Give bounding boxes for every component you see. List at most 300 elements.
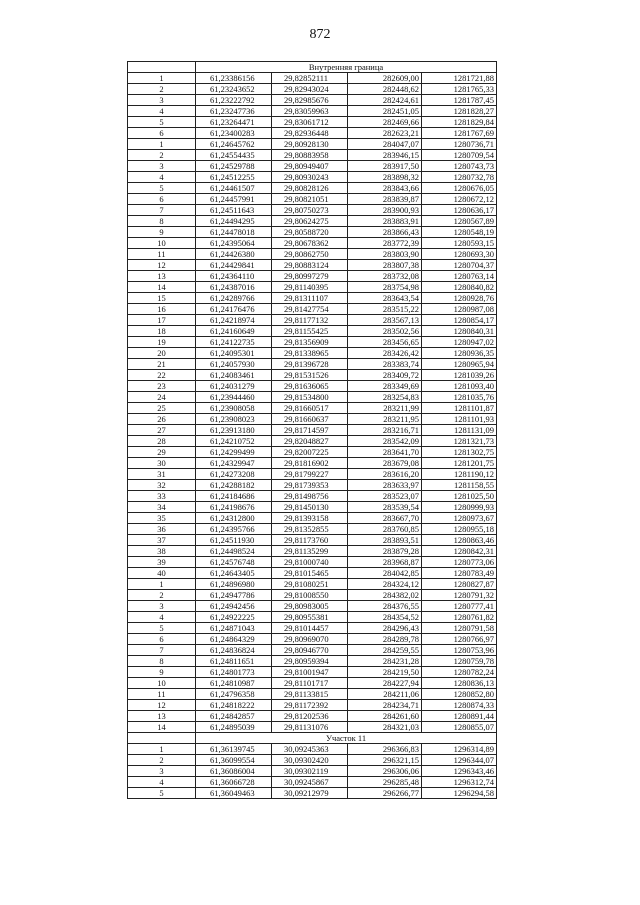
latitude-cell: 61,36049463 [196, 788, 272, 799]
table-row [128, 656, 497, 667]
y-coordinate-cell: 1281039,26 [422, 370, 497, 381]
x-coordinate-cell: 283760,85 [348, 524, 422, 535]
latitude-cell: 61,24426380 [196, 249, 272, 260]
table-row [128, 84, 497, 95]
x-coordinate-cell: 283667,70 [348, 513, 422, 524]
longitude-cell: 29,80946770 [272, 645, 348, 656]
y-coordinate-cell: 1280636,17 [422, 205, 497, 216]
table-row [128, 579, 497, 590]
point-number-cell: 5 [128, 183, 196, 194]
section-header-row [128, 733, 497, 744]
latitude-cell: 61,36086004 [196, 766, 272, 777]
x-coordinate-cell: 284324,12 [348, 579, 422, 590]
longitude-cell: 29,81101717 [272, 678, 348, 689]
point-number-cell: 4 [128, 777, 196, 788]
table-row [128, 722, 497, 733]
longitude-cell: 29,80883958 [272, 150, 348, 161]
table-row [128, 513, 497, 524]
latitude-cell: 61,24288182 [196, 480, 272, 491]
y-coordinate-cell: 1296314,89 [422, 744, 497, 755]
y-coordinate-cell: 1281321,73 [422, 436, 497, 447]
point-number-cell: 21 [128, 359, 196, 370]
longitude-cell: 29,80862750 [272, 249, 348, 260]
y-coordinate-cell: 1281721,88 [422, 73, 497, 84]
x-coordinate-cell: 284289,78 [348, 634, 422, 645]
x-coordinate-cell: 283968,87 [348, 557, 422, 568]
point-number-cell: 11 [128, 689, 196, 700]
y-coordinate-cell: 1280548,19 [422, 227, 497, 238]
table-row [128, 326, 497, 337]
longitude-cell: 29,81173760 [272, 535, 348, 546]
point-number-cell: 38 [128, 546, 196, 557]
point-number-cell: 36 [128, 524, 196, 535]
table-row [128, 227, 497, 238]
y-coordinate-cell: 1280863,46 [422, 535, 497, 546]
point-number-cell: 4 [128, 172, 196, 183]
table-row [128, 73, 497, 84]
table-row [128, 183, 497, 194]
latitude-cell: 61,24083461 [196, 370, 272, 381]
y-coordinate-cell: 1280773,06 [422, 557, 497, 568]
latitude-cell: 61,23908023 [196, 414, 272, 425]
longitude-cell: 29,81202536 [272, 711, 348, 722]
point-number-cell: 10 [128, 678, 196, 689]
y-coordinate-cell: 1280567,89 [422, 216, 497, 227]
latitude-cell: 61,24896980 [196, 579, 272, 590]
table-row [128, 403, 497, 414]
longitude-cell: 29,80883124 [272, 260, 348, 271]
table-row [128, 788, 497, 799]
longitude-cell: 29,80750273 [272, 205, 348, 216]
y-coordinate-cell: 1280973,67 [422, 513, 497, 524]
table-row [128, 161, 497, 172]
point-number-cell: 10 [128, 238, 196, 249]
latitude-cell: 61,24947786 [196, 590, 272, 601]
table-row [128, 194, 497, 205]
latitude-cell: 61,24494295 [196, 216, 272, 227]
point-number-cell: 4 [128, 106, 196, 117]
table-row [128, 623, 497, 634]
y-coordinate-cell: 1281828,27 [422, 106, 497, 117]
point-number-cell: 5 [128, 117, 196, 128]
latitude-cell: 61,24836824 [196, 645, 272, 656]
longitude-cell: 29,81714597 [272, 425, 348, 436]
x-coordinate-cell: 283254,83 [348, 392, 422, 403]
x-coordinate-cell: 284219,50 [348, 667, 422, 678]
x-coordinate-cell: 296285,48 [348, 777, 422, 788]
longitude-cell: 29,81427754 [272, 304, 348, 315]
point-number-cell: 25 [128, 403, 196, 414]
longitude-cell: 29,81816902 [272, 458, 348, 469]
point-number-cell: 40 [128, 568, 196, 579]
point-number-cell: 32 [128, 480, 196, 491]
table-row [128, 535, 497, 546]
x-coordinate-cell: 282609,00 [348, 73, 422, 84]
y-coordinate-cell: 1281131,09 [422, 425, 497, 436]
point-number-cell: 3 [128, 161, 196, 172]
table-row [128, 546, 497, 557]
latitude-cell: 61,24312800 [196, 513, 272, 524]
table-row [128, 381, 497, 392]
table-row [128, 502, 497, 513]
longitude-cell: 29,80588720 [272, 227, 348, 238]
y-coordinate-cell: 1280836,13 [422, 678, 497, 689]
section-header-blank-cell [128, 62, 196, 73]
y-coordinate-cell: 1280761,82 [422, 612, 497, 623]
longitude-cell: 29,80678362 [272, 238, 348, 249]
table-row [128, 557, 497, 568]
x-coordinate-cell: 283772,39 [348, 238, 422, 249]
x-coordinate-cell: 284382,02 [348, 590, 422, 601]
x-coordinate-cell: 284047,07 [348, 139, 422, 150]
x-coordinate-cell: 283893,51 [348, 535, 422, 546]
point-number-cell: 23 [128, 381, 196, 392]
x-coordinate-cell: 282424,61 [348, 95, 422, 106]
x-coordinate-cell: 283843,66 [348, 183, 422, 194]
section-header-row [128, 62, 497, 73]
longitude-cell: 29,83059963 [272, 106, 348, 117]
coordinates-table [127, 61, 497, 799]
point-number-cell: 5 [128, 623, 196, 634]
table-row [128, 205, 497, 216]
longitude-cell: 29,82985676 [272, 95, 348, 106]
y-coordinate-cell: 1280783,49 [422, 568, 497, 579]
longitude-cell: 29,81133815 [272, 689, 348, 700]
point-number-cell: 4 [128, 612, 196, 623]
y-coordinate-cell: 1281025,50 [422, 491, 497, 502]
point-number-cell: 8 [128, 656, 196, 667]
y-coordinate-cell: 1280854,17 [422, 315, 497, 326]
longitude-cell: 29,80930243 [272, 172, 348, 183]
point-number-cell: 7 [128, 205, 196, 216]
table-row [128, 480, 497, 491]
point-number-cell: 6 [128, 128, 196, 139]
table-row [128, 128, 497, 139]
point-number-cell: 1 [128, 73, 196, 84]
latitude-cell: 61,24176476 [196, 304, 272, 315]
x-coordinate-cell: 283754,98 [348, 282, 422, 293]
table-row [128, 590, 497, 601]
latitude-cell: 61,24198676 [196, 502, 272, 513]
point-number-cell: 17 [128, 315, 196, 326]
latitude-cell: 61,24810987 [196, 678, 272, 689]
y-coordinate-cell: 1281767,69 [422, 128, 497, 139]
latitude-cell: 61,24554435 [196, 150, 272, 161]
point-number-cell: 2 [128, 590, 196, 601]
y-coordinate-cell: 1280874,33 [422, 700, 497, 711]
point-number-cell: 26 [128, 414, 196, 425]
longitude-cell: 29,81393158 [272, 513, 348, 524]
y-coordinate-cell: 1281765,33 [422, 84, 497, 95]
latitude-cell: 61,23264471 [196, 117, 272, 128]
point-number-cell: 37 [128, 535, 196, 546]
point-number-cell: 1 [128, 579, 196, 590]
longitude-cell: 29,80949407 [272, 161, 348, 172]
longitude-cell: 29,81140395 [272, 282, 348, 293]
point-number-cell: 9 [128, 667, 196, 678]
latitude-cell: 61,24511930 [196, 535, 272, 546]
x-coordinate-cell: 283567,13 [348, 315, 422, 326]
longitude-cell: 29,81177132 [272, 315, 348, 326]
y-coordinate-cell: 1280704,37 [422, 260, 497, 271]
latitude-cell: 61,24643405 [196, 568, 272, 579]
x-coordinate-cell: 296366,83 [348, 744, 422, 755]
x-coordinate-cell: 283643,54 [348, 293, 422, 304]
x-coordinate-cell: 283515,22 [348, 304, 422, 315]
point-number-cell: 3 [128, 95, 196, 106]
y-coordinate-cell: 1281201,75 [422, 458, 497, 469]
point-number-cell: 15 [128, 293, 196, 304]
latitude-cell: 61,24864329 [196, 634, 272, 645]
x-coordinate-cell: 283456,65 [348, 337, 422, 348]
point-number-cell: 34 [128, 502, 196, 513]
table-row [128, 744, 497, 755]
x-coordinate-cell: 283426,42 [348, 348, 422, 359]
x-coordinate-cell: 283900,93 [348, 205, 422, 216]
longitude-cell: 29,80928130 [272, 139, 348, 150]
x-coordinate-cell: 282469,66 [348, 117, 422, 128]
y-coordinate-cell: 1280936,35 [422, 348, 497, 359]
point-number-cell: 19 [128, 337, 196, 348]
table-row [128, 436, 497, 447]
latitude-cell: 61,24095301 [196, 348, 272, 359]
x-coordinate-cell: 283946,15 [348, 150, 422, 161]
point-number-cell: 11 [128, 249, 196, 260]
point-number-cell: 3 [128, 766, 196, 777]
y-coordinate-cell: 1280593,15 [422, 238, 497, 249]
x-coordinate-cell: 283679,08 [348, 458, 422, 469]
longitude-cell: 29,82048827 [272, 436, 348, 447]
longitude-cell: 29,80997279 [272, 271, 348, 282]
longitude-cell: 29,82936448 [272, 128, 348, 139]
latitude-cell: 61,24329947 [196, 458, 272, 469]
table-row [128, 414, 497, 425]
point-number-cell: 29 [128, 447, 196, 458]
table-row [128, 293, 497, 304]
latitude-cell: 61,23913180 [196, 425, 272, 436]
y-coordinate-cell: 1280763,14 [422, 271, 497, 282]
table-row [128, 469, 497, 480]
x-coordinate-cell: 283542,09 [348, 436, 422, 447]
y-coordinate-cell: 1296312,74 [422, 777, 497, 788]
x-coordinate-cell: 282451,05 [348, 106, 422, 117]
longitude-cell: 29,81739353 [272, 480, 348, 491]
latitude-cell: 61,23908058 [196, 403, 272, 414]
latitude-cell: 61,24842857 [196, 711, 272, 722]
latitude-cell: 61,23222792 [196, 95, 272, 106]
longitude-cell: 29,81636065 [272, 381, 348, 392]
y-coordinate-cell: 1280777,41 [422, 601, 497, 612]
longitude-cell: 29,80624275 [272, 216, 348, 227]
section-title: Внутренняя граница [196, 62, 497, 73]
latitude-cell: 61,24811651 [196, 656, 272, 667]
table-row [128, 337, 497, 348]
longitude-cell: 29,81534800 [272, 392, 348, 403]
latitude-cell: 61,24218974 [196, 315, 272, 326]
x-coordinate-cell: 284321,03 [348, 722, 422, 733]
table-row [128, 766, 497, 777]
x-coordinate-cell: 283349,69 [348, 381, 422, 392]
point-number-cell: 27 [128, 425, 196, 436]
latitude-cell: 61,24801773 [196, 667, 272, 678]
x-coordinate-cell: 283633,97 [348, 480, 422, 491]
y-coordinate-cell: 1280928,76 [422, 293, 497, 304]
table-row [128, 315, 497, 326]
latitude-cell: 61,23386156 [196, 73, 272, 84]
table-row [128, 359, 497, 370]
longitude-cell: 29,81015465 [272, 568, 348, 579]
point-number-cell: 2 [128, 755, 196, 766]
latitude-cell: 61,24529788 [196, 161, 272, 172]
x-coordinate-cell: 283879,28 [348, 546, 422, 557]
table-row [128, 458, 497, 469]
x-coordinate-cell: 296306,06 [348, 766, 422, 777]
longitude-cell: 30,09212979 [272, 788, 348, 799]
x-coordinate-cell: 283616,20 [348, 469, 422, 480]
x-coordinate-cell: 283883,91 [348, 216, 422, 227]
latitude-cell: 61,24122735 [196, 337, 272, 348]
coordinates-table-body [128, 62, 497, 799]
y-coordinate-cell: 1280842,31 [422, 546, 497, 557]
x-coordinate-cell: 283866,43 [348, 227, 422, 238]
latitude-cell: 61,36139745 [196, 744, 272, 755]
y-coordinate-cell: 1281787,45 [422, 95, 497, 106]
table-row [128, 95, 497, 106]
latitude-cell: 61,24031279 [196, 381, 272, 392]
point-number-cell: 7 [128, 645, 196, 656]
table-row [128, 139, 497, 150]
table-row [128, 271, 497, 282]
section-title: Участок 11 [196, 733, 497, 744]
x-coordinate-cell: 283523,07 [348, 491, 422, 502]
x-coordinate-cell: 284234,71 [348, 700, 422, 711]
y-coordinate-cell: 1280791,32 [422, 590, 497, 601]
latitude-cell: 61,23247736 [196, 106, 272, 117]
x-coordinate-cell: 283216,71 [348, 425, 422, 436]
longitude-cell: 29,81001947 [272, 667, 348, 678]
x-coordinate-cell: 284261,60 [348, 711, 422, 722]
longitude-cell: 29,81531526 [272, 370, 348, 381]
longitude-cell: 29,81396728 [272, 359, 348, 370]
y-coordinate-cell: 1280759,78 [422, 656, 497, 667]
longitude-cell: 29,81311107 [272, 293, 348, 304]
y-coordinate-cell: 1280791,58 [422, 623, 497, 634]
x-coordinate-cell: 282448,62 [348, 84, 422, 95]
point-number-cell: 1 [128, 744, 196, 755]
table-row [128, 304, 497, 315]
latitude-cell: 61,24512255 [196, 172, 272, 183]
y-coordinate-cell: 1281302,75 [422, 447, 497, 458]
table-row [128, 425, 497, 436]
longitude-cell: 29,82852111 [272, 73, 348, 84]
latitude-cell: 61,24818222 [196, 700, 272, 711]
longitude-cell: 29,81080251 [272, 579, 348, 590]
table-row [128, 117, 497, 128]
x-coordinate-cell: 283839,87 [348, 194, 422, 205]
x-coordinate-cell: 283211,95 [348, 414, 422, 425]
table-row [128, 612, 497, 623]
x-coordinate-cell: 284376,55 [348, 601, 422, 612]
table-row [128, 150, 497, 161]
latitude-cell: 61,24387016 [196, 282, 272, 293]
longitude-cell: 29,81498756 [272, 491, 348, 502]
longitude-cell: 30,09245363 [272, 744, 348, 755]
y-coordinate-cell: 1296344,07 [422, 755, 497, 766]
longitude-cell: 29,80983005 [272, 601, 348, 612]
latitude-cell: 61,24461507 [196, 183, 272, 194]
y-coordinate-cell: 1280827,87 [422, 579, 497, 590]
latitude-cell: 61,24498524 [196, 546, 272, 557]
x-coordinate-cell: 282623,21 [348, 128, 422, 139]
point-number-cell: 2 [128, 150, 196, 161]
y-coordinate-cell: 1281101,93 [422, 414, 497, 425]
table-row [128, 689, 497, 700]
longitude-cell: 29,81131076 [272, 722, 348, 733]
latitude-cell: 61,24057930 [196, 359, 272, 370]
latitude-cell: 61,24273208 [196, 469, 272, 480]
latitude-cell: 61,24364110 [196, 271, 272, 282]
y-coordinate-cell: 1280891,44 [422, 711, 497, 722]
table-row [128, 238, 497, 249]
point-number-cell: 1 [128, 139, 196, 150]
x-coordinate-cell: 284354,52 [348, 612, 422, 623]
y-coordinate-cell: 1280736,71 [422, 139, 497, 150]
longitude-cell: 29,81014457 [272, 623, 348, 634]
latitude-cell: 61,24922225 [196, 612, 272, 623]
table-row [128, 700, 497, 711]
longitude-cell: 29,81799227 [272, 469, 348, 480]
x-coordinate-cell: 283807,38 [348, 260, 422, 271]
y-coordinate-cell: 1280743,73 [422, 161, 497, 172]
point-number-cell: 33 [128, 491, 196, 502]
latitude-cell: 61,24429841 [196, 260, 272, 271]
longitude-cell: 29,80821051 [272, 194, 348, 205]
x-coordinate-cell: 296321,15 [348, 755, 422, 766]
point-number-cell: 22 [128, 370, 196, 381]
table-row [128, 392, 497, 403]
x-coordinate-cell: 283898,32 [348, 172, 422, 183]
latitude-cell: 61,24576748 [196, 557, 272, 568]
table-row [128, 491, 497, 502]
latitude-cell: 61,24478018 [196, 227, 272, 238]
y-coordinate-cell: 1280782,24 [422, 667, 497, 678]
point-number-cell: 13 [128, 711, 196, 722]
longitude-cell: 29,80828126 [272, 183, 348, 194]
y-coordinate-cell: 1280852,80 [422, 689, 497, 700]
point-number-cell: 6 [128, 194, 196, 205]
x-coordinate-cell: 283539,54 [348, 502, 422, 513]
x-coordinate-cell: 296266,77 [348, 788, 422, 799]
point-number-cell: 20 [128, 348, 196, 359]
y-coordinate-cell: 1281190,12 [422, 469, 497, 480]
point-number-cell: 14 [128, 722, 196, 733]
latitude-cell: 61,23243652 [196, 84, 272, 95]
y-coordinate-cell: 1280987,08 [422, 304, 497, 315]
point-number-cell: 35 [128, 513, 196, 524]
y-coordinate-cell: 1280840,31 [422, 326, 497, 337]
y-coordinate-cell: 1280999,93 [422, 502, 497, 513]
latitude-cell: 61,24160649 [196, 326, 272, 337]
x-coordinate-cell: 283383,74 [348, 359, 422, 370]
latitude-cell: 61,24184686 [196, 491, 272, 502]
latitude-cell: 61,24511643 [196, 205, 272, 216]
y-coordinate-cell: 1280955,18 [422, 524, 497, 535]
latitude-cell: 61,24210752 [196, 436, 272, 447]
longitude-cell: 30,09302119 [272, 766, 348, 777]
table-row [128, 755, 497, 766]
y-coordinate-cell: 1281158,55 [422, 480, 497, 491]
y-coordinate-cell: 1281093,40 [422, 381, 497, 392]
